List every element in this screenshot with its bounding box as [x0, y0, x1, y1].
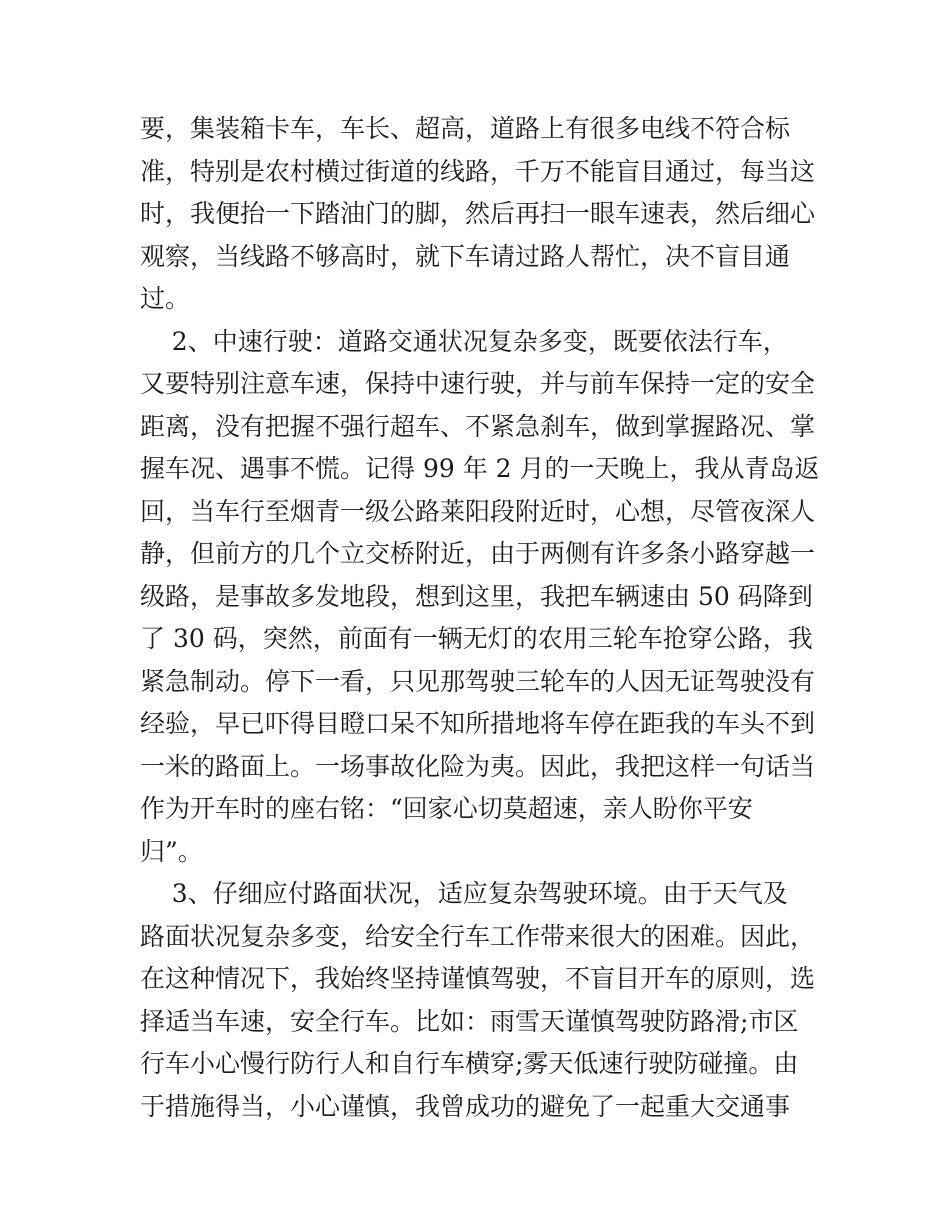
body-text	[140, 108, 820, 1128]
text-line-4: 观察，当线路不够高时，就下车请过路人帮忙，决不盲目通	[140, 241, 791, 271]
text-line-5: 过。	[140, 284, 191, 313]
text-line-16: 一米的路面上。一场事故化险为夷。因此，我把这样一句话当	[140, 751, 816, 781]
text-line-21: 在这种情况下，我始终坚持谨慎驾驶，不盲目开车的原则，选	[140, 964, 816, 993]
text-line-12: 级路，是事故多发地段，想到这里，我把车辆速由 50 码降到	[140, 581, 813, 611]
text-line-10: 回，当车行至烟青一级公路莱阳段附近时，心想，尽管夜深人	[140, 496, 816, 526]
text-line-9: 握车况、遇事不慌。记得 99 年 2 月的一天晚上，我从青岛返	[140, 454, 820, 483]
text-line-18: 归”。	[140, 836, 203, 866]
text-line-14: 紧急制动。停下一看，只见那驾驶三轮车的人因无证驾驶没有	[140, 666, 816, 696]
text-line-23: 行车小心慢行防行人和自行车横穿;雾天低速行驶防碰撞。由	[140, 1049, 799, 1078]
text-line-3: 时，我便抬一下踏油门的脚，然后再扫一眼车速表，然后细心	[140, 199, 816, 228]
text-line-13: 了 30 码，突然，前面有一辆无灯的农用三轮车抢穿公路，我	[140, 624, 813, 653]
text-line-22: 择适当车速，安全行车。比如：雨雪天谨慎驾驶防路滑;市区	[140, 1006, 799, 1036]
text-line-15: 经验，早已吓得目瞪口呆不知所措地将车停在距我的车头不到	[140, 709, 816, 738]
text-line-8: 距离，没有把握不强行超车、不紧急刹车，做到掌握路况、掌	[140, 411, 816, 441]
text-line-20: 路面状况复杂多变，给安全行车工作带来很大的困难。因此，	[140, 921, 816, 951]
text-line-24: 于措施得当，小心谨慎，我曾成功的避免了一起重大交通事	[140, 1091, 791, 1121]
text-line-17: 作为开车时的座右铭：“回家心切莫超速，亲人盼你平安	[140, 794, 753, 823]
text-line-2: 准，特别是农村横过街道的线路，千万不能盲目通过，每当这	[140, 156, 816, 186]
text-line-6: 2、中速行驶：道路交通状况复杂多变，既要依法行车，	[140, 326, 788, 356]
text-line-19: 3、仔细应付路面状况，适应复杂驾驶环境。由于天气及	[140, 879, 788, 908]
text-line-11: 静，但前方的几个立交桥附近，由于两侧有许多条小路穿越一	[140, 539, 816, 568]
text-line-7: 又要特别注意车速，保持中速行驶，并与前车保持一定的安全	[140, 369, 816, 398]
text-line-1: 要，集装箱卡车，车长、超高，道路上有很多电线不符合标	[140, 114, 791, 143]
